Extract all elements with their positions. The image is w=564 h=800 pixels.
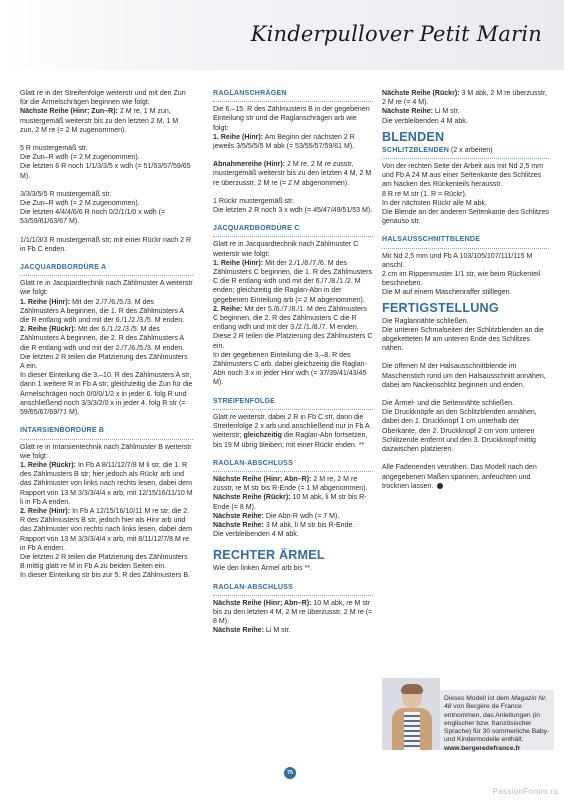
text: In Fb A 8/11/12/7/8 M li str, die 1. R des Zählmusters B str; hier jedoch als Rückr arb und das Zählmuster von links nach rechts lesen, dabei dem Rapport von 13 M 3/3/3/4/4 x arb, mit 12/15/16/11/10 M li in Fb A enden.: [20, 461, 193, 506]
text: Mit der 6./1./2./3./5. M des Zählmusters A beginnen, die 2. R des Zählmusters A die R entlang wdh und mit der 2./7./6./5./3. M enden.: [20, 326, 185, 352]
section-heading: JACQUARDBORDÜRE A: [20, 263, 107, 272]
text: Mit der 2./7./6./5./3. M des Zählmusters A beginnen, die 1. R des Zählmusters A die R entlang wdh und mit der 6./1./2./3./5. M enden.: [20, 298, 185, 325]
paragraph: [213, 413, 373, 450]
photo-hair: [401, 684, 423, 694]
text: 3 M abk, li M str bis R-Ende.: [265, 521, 355, 529]
paragraph: 2 cm im Rippenmuster 1/1 str, wie beim Rückenteil beschrieben.: [382, 271, 541, 288]
text: Mit der 5./6./7./8./1. M des Zählmusters C beginnen, die 2. R des Zählmusters C die R entlang wdh und mit der 3./2./1./8./7. M enden.: [213, 305, 367, 332]
row-label: Nächste Reihe (Hinr; Abn–R):: [213, 599, 312, 607]
text: 2 M re, 2 M re zusstr, mustergemäß weiterstr bis zu den letzten 4 M, 2 M re überzusstr, 2 M re (= 2 M abgenommen).: [213, 161, 372, 187]
paragraph: [20, 461, 193, 507]
text: die Raglan-Abn fortsetzen, bis 19 M übrig bleiben; mit einer Rückr enden. **: [213, 432, 368, 449]
text: Am Beginn der nächsten 2 R jeweils 3/5/5/5/5 M abk (= 53/55/57/59/61 M).: [213, 133, 355, 151]
subsection-header: [382, 146, 549, 155]
paragraph: [382, 107, 549, 116]
row-label: Nächste Reihe:: [382, 108, 433, 116]
paragraph: In dieser Einteilung die 3.–10. R des Zählmusters A str, dann 1 weitere R in Fb A str; gleichzeitig die Zun für die Ärmelschrägen noch 0/0/0/1/2 x in jeder 6. folg R und anschließend noch 3/3/3/2/0 x in jeder 4. folg R str (= 59/65/67/69/71 M).: [20, 372, 193, 417]
column-3: [382, 89, 549, 500]
section-heading: HALSAUSSCHNITTBLENDE: [382, 235, 481, 244]
divider: [213, 236, 373, 237]
divider: [382, 248, 549, 249]
paragraph: [213, 521, 373, 530]
text: 2 M re, 1 M zun, mustergemäß weiterstr bis zu den letzten 2 M, 1 M zun, 2 M re (= 2 M zugenommen).: [20, 108, 179, 134]
paragraph: Die Raglannähte schließen. Die unteren Schmalseiten der Schlitzblenden an die abgeketteten M am unteren Ende des Schlitzes nähen.: [382, 317, 544, 353]
photo-stripes: [404, 712, 420, 750]
section-heading: RAGLAN-ABSCHLUSS: [213, 458, 294, 467]
paragraph: 3/3/3/5/5 R mustergemäß str. Die Zun–R wdh (= 2 M zugenommen). Die letzten 4/4/4/6/6 R noch 0/2/1/1/0 x wdh (= 53/59/61/63/67 M).: [20, 190, 166, 226]
promo-text: [444, 695, 550, 753]
text: In Fb A 12/15/16/10/11 M re str, die 2. R des Zählmusters B str, jedoch hier als Hinr arb und das Zählmuster von rechts nach links lesen, dabei dem Rapport von 13 M 3/3/3/4/4 x arb, mit 8/11/12/7/8 M re in Fb A enden.: [20, 507, 192, 552]
page-number: 75: [284, 767, 296, 779]
watermark: PassionForum.ru: [492, 787, 558, 796]
text: 2 M re, 2 M re zusstr, re M str bis R-Ende (= 1 M abgenommen).: [213, 475, 368, 493]
paragraph: [213, 133, 373, 151]
row-label: Nächste Reihe (Hinr; Abn–R):: [213, 475, 312, 483]
paragraph: In der gegebenen Einteilung die 3.–8. R des Zählmusters C arb, dabei gleichzeitig die Raglan-Abn noch 3 x in jeder Hinr wdh (= 37/39/41/43/45 M).: [213, 351, 367, 387]
section-heading: STREIFENFOLGE: [213, 396, 276, 405]
row-label: Nächste Reihe:: [213, 512, 264, 520]
text: Dieses Modell ist dem: [444, 695, 512, 702]
row-label: Nächste Reihe (Rückr):: [382, 90, 460, 97]
paragraph: [20, 279, 193, 297]
paragraph: Die Ärmel- und die Seitennähte schließen. Die Druckknöpfe an den Schlitzblenden annähen, dabei den 1. Druckknopf 1 cm unterhalb der Oberkante, den 2. Druckknopf 2 cm vom unteren Schlitzende entfernt und den 3. Druckknopf mittig dazwischen platzieren.: [382, 400, 537, 454]
paragraph: [382, 463, 549, 491]
divider: [20, 275, 193, 276]
text: 10 M abk, re M str bis zu den letzten 4 M, 2 M re überzusstr, 2 M re (= 8 M).: [213, 599, 373, 626]
magazine-name: Magazin Nr. 48: [444, 695, 548, 711]
section-heading: INTARSIENBORDÜRE B: [20, 426, 105, 435]
column-1: [20, 89, 193, 590]
text: 3 M abk, 2 M re überzusstr, 2 M re (= 4 M).: [382, 90, 547, 107]
row-label: 2. Reihe (Hinr):: [20, 507, 71, 515]
paragraph: Von der rechten Seite der Arbeit aus mit Nd 2,5 mm und Fb A 24 M aus einer Seitenkante des Schlitzes am Nacken des Rückenteils herausstr.: [382, 163, 543, 189]
paragraph: Mit Nd 2,5 mm und Fb A 103/105/107/111/115 M anschl.: [382, 252, 533, 269]
section-heading: RAGLANSCHRÄGEN: [213, 89, 287, 97]
row-label: 2. Reihe:: [213, 305, 243, 313]
section-title: FERTIGSTELLUNG: [382, 300, 499, 315]
paragraph: [213, 512, 373, 521]
text: Die Abn-R wdh (= 7 M).: [265, 512, 340, 520]
text: Li M str.: [434, 108, 460, 116]
row-label: 1. Reihe (Hinr):: [20, 298, 71, 306]
divider: [213, 595, 373, 596]
divider: [20, 439, 193, 440]
row-label: 1. Reihe (Hinr):: [213, 259, 264, 267]
section-heading: SCHLITZBLENDEN: [382, 145, 450, 154]
promo-box: [382, 690, 554, 750]
paragraph: Die letzten 2 R teilen die Platzierung des Zählmusters B mittig glatt re M in Fb A zu beiden Seiten ein.: [20, 553, 188, 571]
paragraph: [213, 475, 373, 493]
row-label: 1. Reihe (Rückr):: [20, 461, 76, 469]
row-label: 2. Reihe (Rückr):: [20, 326, 76, 334]
paragraph: Die letzten 2 R teilen die Platzierung des Zählmusters A ein.: [20, 353, 188, 371]
paragraph: [20, 89, 193, 135]
paragraph: Wie den linken Ärmel arb bis **.: [213, 565, 313, 573]
paragraph: Die verbleibenden 4 M abk.: [213, 531, 299, 539]
row-label: Nächste Reihe (Rückr):: [213, 494, 291, 502]
text: 10 M abk, li M str bis R-Ende (= 8 M).: [213, 494, 367, 511]
paragraph: 1 Rückr mustergemäß str. Die letzten 2 R noch 3 x wdh (= 45/47/49/51/53 M).: [213, 197, 373, 215]
text: Mit der 2./1./8./7./6. M des Zählmusters C beginnen, die 1. R des Zählmusters C die R entlang wdh und mit der 6./7./8./1./2. M enden; gleichzeitig die Raglan-Abn in der gegebenen Einteilung arb (= 2 M abgenommen).: [213, 259, 373, 304]
end-mark-icon: [437, 483, 443, 489]
model-photo: [382, 678, 440, 750]
divider: [213, 471, 373, 472]
paragraph: Die M auf einem Maschenraffer stilllegen.: [382, 289, 512, 297]
text: Glatt re weiterstr, dabei 2 R in Fb C str, dann die Streifenfolge 2 x arb und anschließend nur in Fb A weiterstr;: [213, 413, 370, 440]
text: Alle Fadenenden vernähen. Das Modell nach den angegebenen Maßen spannen, anfeuchten und trocknen lassen.: [382, 464, 537, 490]
page-title: Kinderpullover Petit Marin: [250, 22, 542, 46]
website-link[interactable]: www.bergeredefrance.fr: [444, 744, 521, 752]
paragraph: Diese 2 R teilen die Platzierung des Zählmusters C ein.: [213, 333, 373, 350]
divider: [382, 158, 549, 159]
text: Glatt re in der Streifenfolge weiterstr und mit den Zun für die Ärmelschrägen beginnen wie folgt:: [20, 90, 186, 107]
text: von Bergère de France entnommen, das Anleitungen (in englischer bzw. französischer Sprache) für 30 sommerliche Baby- und Kindermodelle enthält.: [444, 703, 550, 744]
paragraph: Glatt re in Intarsientechnik nach Zählmuster B weiterstr wie folgt:: [20, 443, 192, 460]
paragraph: 8 R re M str (1. R = Rückr). In der nächsten Rückr alle M abk. Die Blende an der anderen Seitenkante des Schlitzes genauso str.: [382, 190, 549, 226]
row-label: Nächste Reihe:: [213, 627, 264, 635]
divider: [213, 409, 373, 410]
emphasis: gleichzeitig: [243, 432, 282, 440]
paragraph: [20, 298, 193, 326]
paragraph: [20, 507, 193, 553]
paragraph: Die verbleibenden 4 M abk.: [382, 117, 468, 125]
section-title: RECHTER ÄRMEL: [213, 548, 325, 563]
text: Glatt re in Jacquardtechnik nach Zählmuster A weiterstr wie folgt:: [20, 280, 193, 297]
paragraph: [213, 305, 373, 333]
paragraph: 5 R mustergemäß str. Die Zun–R wdh (= 2 M zugenommen). Die letzten 6 R noch 1/1/3/3/5 x wdh (= 51/53/57/59/65 M).: [20, 145, 191, 180]
row-label: Abnahmereihe (Hinr):: [213, 161, 286, 169]
column-2: [213, 89, 373, 645]
paragraph: [213, 160, 373, 188]
row-label: 1. Reihe (Hinr):: [213, 133, 264, 141]
row-label: Nächste Reihe (Hinr; Zun–R):: [20, 108, 118, 116]
paragraph: 1/1/1/3/3 R mustergemäß str; mit einer Rückr nach 2 R in Fb C enden.: [20, 236, 192, 253]
divider: [213, 101, 373, 102]
section-title: BLENDEN: [382, 129, 445, 144]
paragraph: [213, 493, 373, 511]
paragraph: [213, 626, 373, 635]
paragraph: [213, 259, 373, 305]
text: Li M str.: [265, 627, 291, 635]
paragraph: Die 6.–15. R des Zählmusters B in der gegebenen Einteilung str und die Raglanschrägen arb wie folgt:: [213, 106, 370, 132]
heading-note: (2 x arbeiten): [451, 146, 493, 154]
paragraph: Die offenen M der Halsausschnittblende im Maschenstich rund um den Halsausschnitt annähen, dabei am Nackenschlitz beginnen und enden.: [382, 363, 546, 389]
section-heading: JACQUARDBORDÜRE C: [213, 224, 300, 233]
section-heading: RAGLAN-ABSCHLUSS: [213, 582, 294, 591]
paragraph: In dieser Einteilung str bis zur 5. R des Zählmusters B.: [20, 572, 190, 580]
paragraph: [20, 325, 193, 353]
paragraph: Glatt re in Jacquardtechnik nach Zählmuster C weiterstr wie folgt:: [213, 241, 359, 258]
row-label: Nächste Reihe:: [213, 521, 264, 529]
paragraph: [382, 89, 549, 107]
paragraph: [213, 599, 373, 627]
